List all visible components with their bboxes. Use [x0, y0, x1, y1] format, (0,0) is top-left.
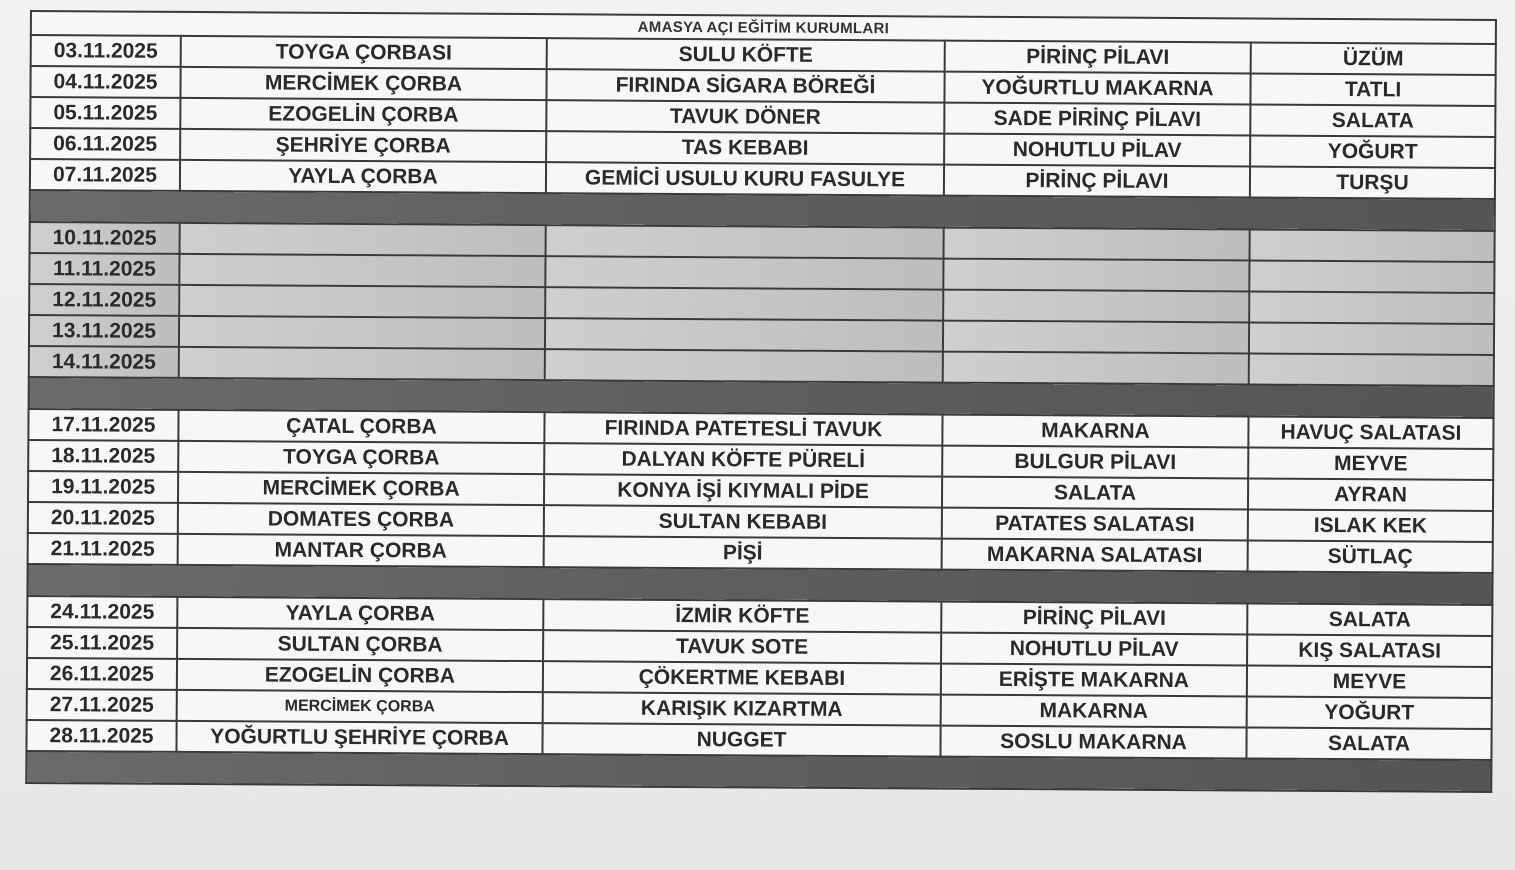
extra-cell: TURŞU	[1250, 166, 1495, 198]
side-dish-cell: SOSLU MAKARNA	[940, 726, 1246, 759]
extra-cell: ÜZÜM	[1251, 42, 1496, 74]
soup-cell: MERCİMEK ÇORBA	[177, 690, 543, 723]
extra-cell: ISLAK KEK	[1248, 509, 1493, 541]
soup-cell: ÇATAL ÇORBA	[178, 410, 544, 443]
main-dish-cell: SULTAN KEBABI	[544, 505, 942, 538]
main-dish-cell	[545, 349, 943, 382]
soup-cell	[180, 223, 546, 256]
soup-cell: TOYGA ÇORBASI	[181, 36, 547, 69]
soup-cell: YAYLA ÇORBA	[180, 160, 546, 193]
side-dish-cell: PİRİNÇ PİLAVI	[944, 165, 1250, 198]
date-cell: 25.11.2025	[27, 627, 177, 659]
extra-cell: KIŞ SALATASI	[1247, 634, 1492, 666]
main-dish-cell: ÇÖKERTME KEBABI	[543, 661, 941, 694]
menu-table-body	[26, 11, 1496, 792]
main-dish-cell: TAVUK SOTE	[543, 630, 941, 663]
date-cell: 04.11.2025	[30, 66, 180, 98]
side-dish-cell	[943, 290, 1249, 323]
main-dish-cell: KARIŞIK KIZARTMA	[543, 692, 941, 725]
main-dish-cell: TAS KEBABI	[546, 131, 944, 164]
soup-cell: MANTAR ÇORBA	[178, 534, 544, 567]
main-dish-cell	[545, 256, 943, 289]
soup-cell: DOMATES ÇORBA	[178, 503, 544, 536]
side-dish-cell: SALATA	[942, 477, 1248, 510]
side-dish-cell: MAKARNA SALATASI	[942, 539, 1248, 572]
date-cell: 17.11.2025	[28, 409, 178, 441]
side-dish-cell: MAKARNA	[942, 415, 1248, 448]
extra-cell: MEYVE	[1247, 665, 1492, 697]
main-dish-cell: KONYA İŞİ KIYMALI PİDE	[544, 474, 942, 507]
soup-cell: TOYGA ÇORBA	[178, 441, 544, 474]
extra-cell: YOĞURT	[1250, 135, 1495, 167]
date-cell: 07.11.2025	[30, 159, 180, 191]
main-dish-cell: SULU KÖFTE	[547, 38, 945, 71]
side-dish-cell	[943, 321, 1249, 354]
date-cell: 14.11.2025	[29, 346, 179, 378]
date-cell: 03.11.2025	[31, 35, 181, 67]
soup-cell	[179, 285, 545, 318]
soup-cell: YOĞURTLU ŞEHRİYE ÇORBA	[176, 721, 542, 754]
date-cell: 19.11.2025	[28, 471, 178, 503]
side-dish-cell: PİRİNÇ PİLAVI	[945, 41, 1251, 74]
date-cell: 21.11.2025	[28, 533, 178, 565]
side-dish-cell	[943, 352, 1249, 385]
main-dish-cell: FIRINDA PATETESLİ TAVUK	[544, 412, 942, 445]
main-dish-cell: TAVUK DÖNER	[546, 100, 944, 133]
extra-cell	[1249, 353, 1494, 385]
date-cell: 20.11.2025	[28, 502, 178, 534]
side-dish-cell: PATATES SALATASI	[942, 508, 1248, 541]
date-cell: 12.11.2025	[29, 284, 179, 316]
date-cell: 18.11.2025	[28, 440, 178, 472]
soup-cell	[179, 316, 545, 349]
extra-cell	[1249, 260, 1494, 292]
main-dish-cell: NUGGET	[542, 723, 940, 756]
main-dish-cell: DALYAN KÖFTE PÜRELİ	[544, 443, 942, 476]
main-dish-cell: FIRINDA SİGARA BÖREĞİ	[546, 69, 944, 102]
side-dish-cell: YOĞURTLU MAKARNA	[944, 72, 1250, 105]
date-cell: 28.11.2025	[26, 720, 176, 752]
date-cell: 24.11.2025	[27, 596, 177, 628]
main-dish-cell	[545, 318, 943, 351]
main-dish-cell	[545, 287, 943, 320]
main-dish-cell	[546, 225, 944, 258]
date-cell: 13.11.2025	[29, 315, 179, 347]
table-title: AMASYA AÇI EĞİTİM KURUMLARI	[31, 11, 1496, 44]
side-dish-cell	[943, 228, 1249, 261]
extra-cell	[1249, 229, 1494, 261]
extra-cell	[1249, 322, 1494, 354]
soup-cell: EZOGELİN ÇORBA	[180, 98, 546, 131]
soup-cell: YAYLA ÇORBA	[177, 597, 543, 630]
date-cell: 06.11.2025	[30, 128, 180, 160]
soup-cell	[179, 347, 545, 380]
soup-cell: MERCİMEK ÇORBA	[178, 472, 544, 505]
date-cell: 10.11.2025	[30, 222, 180, 254]
date-cell: 26.11.2025	[27, 658, 177, 690]
extra-cell: YOĞURT	[1247, 696, 1492, 728]
extra-cell: SALATA	[1247, 603, 1492, 635]
extra-cell	[1249, 291, 1494, 323]
date-cell: 11.11.2025	[29, 253, 179, 285]
side-dish-cell: PİRİNÇ PİLAVI	[941, 602, 1247, 635]
extra-cell: SALATA	[1250, 104, 1495, 136]
soup-cell	[179, 254, 545, 287]
extra-cell: AYRAN	[1248, 478, 1493, 510]
soup-cell: SULTAN ÇORBA	[177, 628, 543, 661]
side-dish-cell: BULGUR PİLAVI	[942, 446, 1248, 479]
extra-cell: HAVUÇ SALATASI	[1248, 416, 1493, 448]
date-cell: 05.11.2025	[30, 97, 180, 129]
soup-cell: ŞEHRİYE ÇORBA	[180, 129, 546, 162]
main-dish-cell: GEMİCİ USULU KURU FASULYE	[546, 162, 944, 195]
side-dish-cell: MAKARNA	[941, 695, 1247, 728]
side-dish-cell	[943, 259, 1249, 292]
side-dish-cell: NOHUTLU PİLAV	[944, 134, 1250, 167]
main-dish-cell: PİŞİ	[544, 536, 942, 569]
side-dish-cell: SADE PİRİNÇ PİLAVI	[944, 103, 1250, 136]
extra-cell: TATLI	[1250, 73, 1495, 105]
side-dish-cell: NOHUTLU PİLAV	[941, 633, 1247, 666]
main-dish-cell: İZMİR KÖFTE	[543, 599, 941, 632]
side-dish-cell: ERİŞTE MAKARNA	[941, 664, 1247, 697]
soup-cell: MERCİMEK ÇORBA	[180, 67, 546, 100]
soup-cell: EZOGELİN ÇORBA	[177, 659, 543, 692]
extra-cell: SALATA	[1246, 727, 1491, 759]
menu-table	[25, 10, 1497, 793]
date-cell: 27.11.2025	[27, 689, 177, 721]
extra-cell: SÜTLAÇ	[1248, 540, 1493, 572]
extra-cell: MEYVE	[1248, 447, 1493, 479]
